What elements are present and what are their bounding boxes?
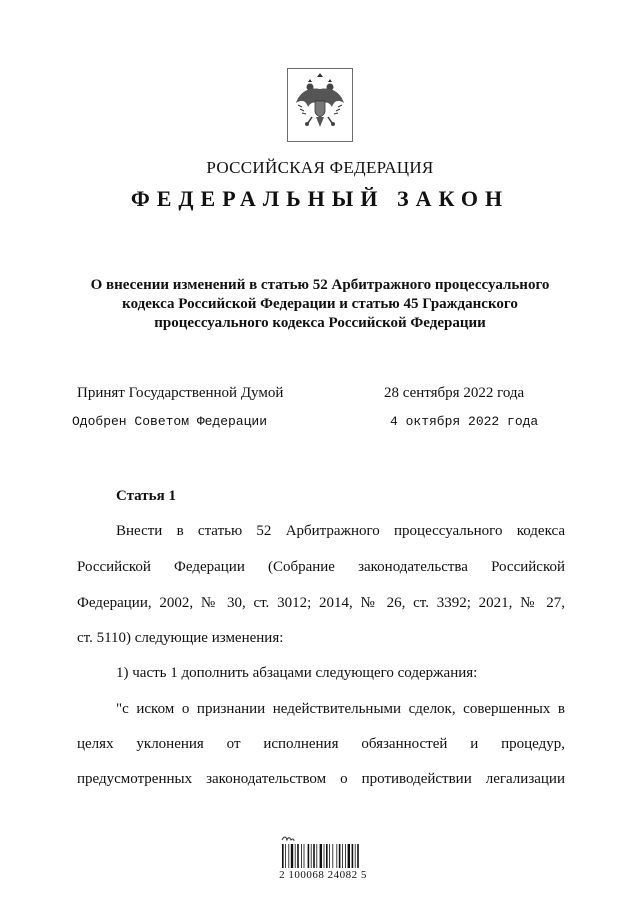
law-name bbox=[60, 276, 580, 333]
document-type-title: ФЕДЕРАЛЬНЫЙ ЗАКОН bbox=[130, 186, 510, 211]
law-name-line: кодекса Российской Федерации и статью 45 Гражданского bbox=[122, 296, 518, 312]
barcode-bar bbox=[295, 844, 296, 868]
duma-adoption-date: 28 сентября 2022 года bbox=[384, 385, 525, 401]
article-text-line: Внести в статью 52 Арбитражного процессуального кодекса bbox=[116, 523, 565, 539]
barcode-bar bbox=[329, 844, 330, 868]
barcode-bar bbox=[297, 844, 299, 868]
duma-adoption-label: Принят Государственной Думой bbox=[77, 385, 284, 401]
article-text-line: целях уклонения от исполнения обязанностей и процедур, bbox=[77, 736, 565, 752]
barcode-bar bbox=[332, 844, 333, 868]
barcode-bar bbox=[336, 844, 337, 868]
barcode-bar bbox=[339, 844, 341, 868]
initials-mark bbox=[282, 837, 294, 841]
article-text-line: 1) часть 1 дополнить абзацами следующего содержания: bbox=[116, 665, 478, 681]
barcode-bar bbox=[282, 844, 284, 868]
barcode-bar bbox=[326, 844, 328, 868]
barcode-bar bbox=[308, 844, 310, 868]
barcode-bar bbox=[304, 844, 305, 868]
barcode-bar bbox=[311, 844, 312, 868]
barcode-bar bbox=[313, 844, 315, 868]
article-text-line: ст. 5110) следующие изменения: bbox=[77, 630, 284, 646]
barcode-bar bbox=[288, 844, 289, 868]
barcode-bar bbox=[320, 844, 322, 868]
barcode-bar bbox=[345, 844, 346, 868]
article-text-line: "с иском о признании недействительными сделок, совершенных в bbox=[116, 701, 565, 717]
barcode-bar bbox=[324, 844, 325, 868]
barcode-bar bbox=[342, 844, 343, 868]
barcode-bar bbox=[285, 844, 286, 868]
barcode-bar bbox=[357, 844, 359, 868]
law-name-line: О внесении изменений в статью 52 Арбитражного процессуального bbox=[90, 277, 550, 293]
double-headed-eagle-icon bbox=[288, 69, 352, 141]
barcode-icon bbox=[278, 832, 366, 870]
barcode-bar bbox=[352, 844, 354, 868]
barcode-bar bbox=[355, 844, 356, 868]
article-text-line: Российской Федерации (Собрание законодательства Российской bbox=[77, 559, 565, 575]
council-approval-date: 4 октября 2022 года bbox=[390, 414, 539, 429]
law-name-line: процессуального кодекса Российской Федерации bbox=[154, 315, 486, 331]
barcode-bar bbox=[291, 844, 293, 868]
article-heading: Статья 1 bbox=[116, 488, 176, 504]
country-name: РОССИЙСКАЯ ФЕДЕРАЦИЯ bbox=[206, 158, 434, 177]
article-text-line: предусмотренных законодательством о противодействии легализации bbox=[77, 771, 565, 787]
state-emblem bbox=[287, 68, 353, 142]
article-text-line: Федерации, 2002, № 30, ст. 3012; 2014, № 26, ст. 3392; 2021, № 27, bbox=[77, 595, 565, 611]
barcode-number: 2 100068 24082 5 bbox=[279, 869, 367, 881]
barcode-bar bbox=[348, 844, 350, 868]
council-approval-label: Одобрен Советом Федерации bbox=[72, 414, 268, 429]
barcode-bar bbox=[316, 844, 317, 868]
barcode-bar bbox=[301, 844, 302, 868]
